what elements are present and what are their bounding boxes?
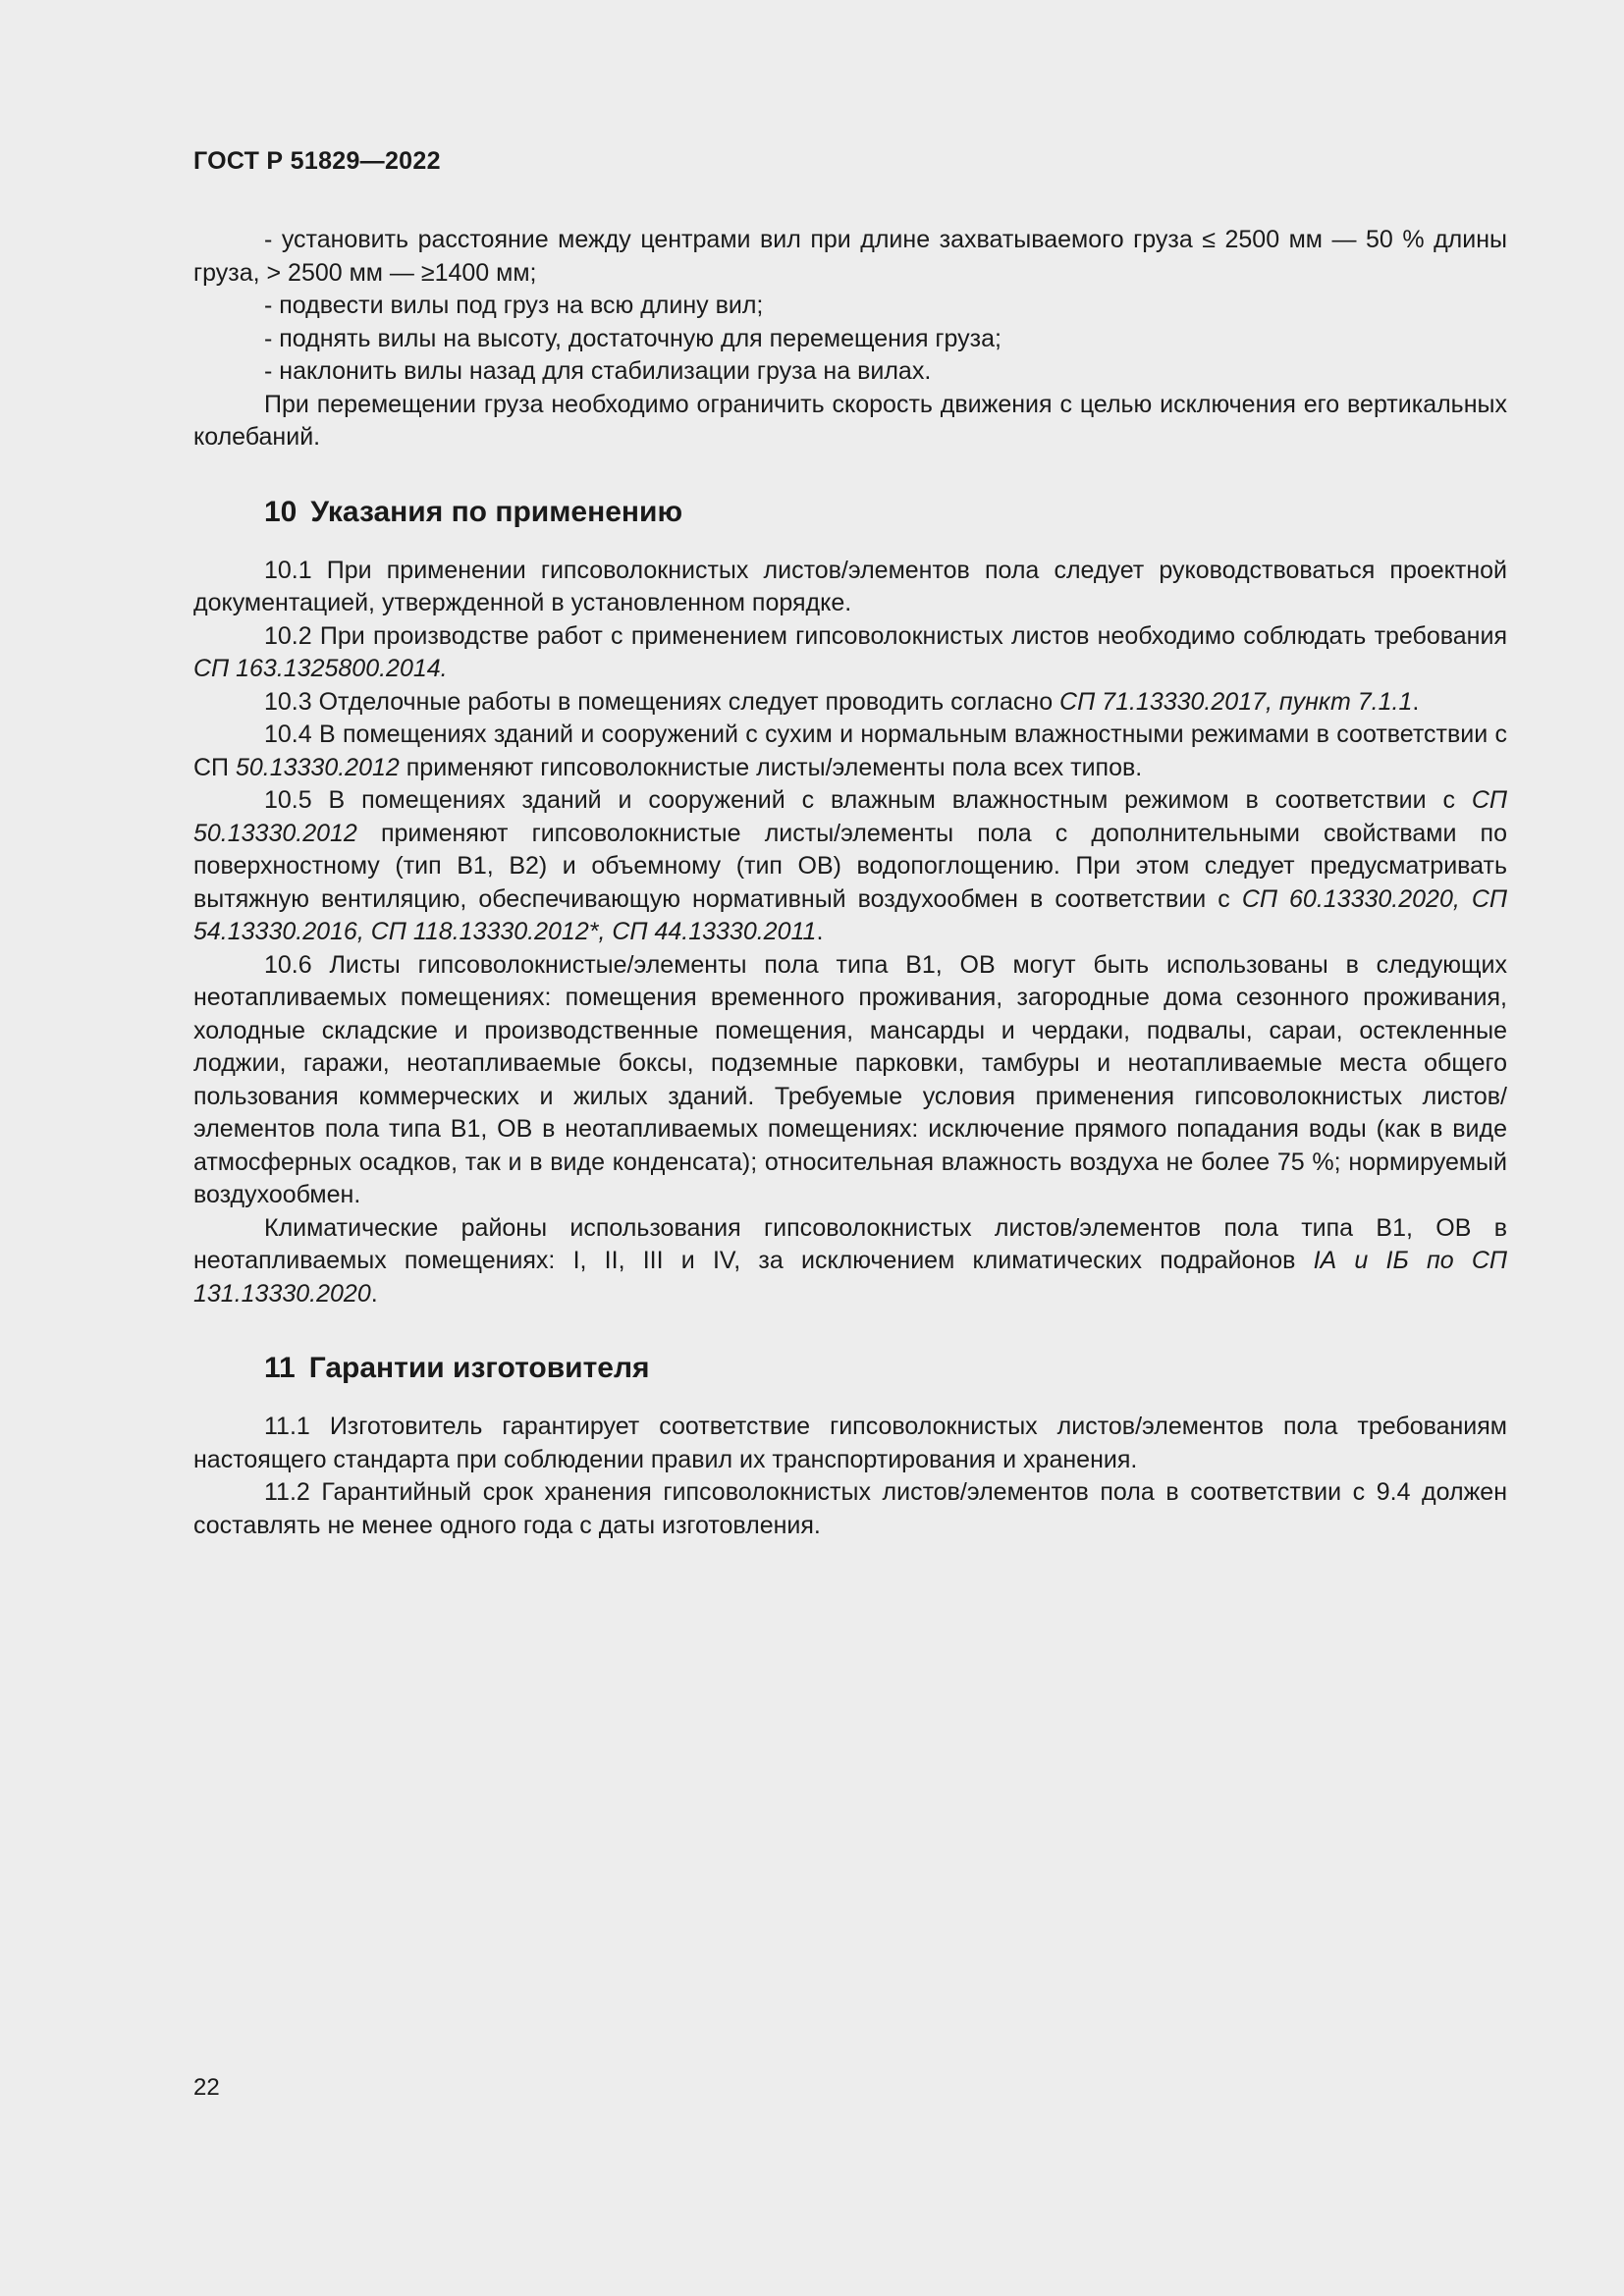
page-number: 22 xyxy=(193,2074,220,2101)
clause-10-2: 10.2 При производстве работ с применением гипсоволокнистых листов необходимо соблюдать требования СП 163.1325800.2014. xyxy=(193,621,1507,682)
bullet-item: - наклонить вилы назад для стабилизации груза на вилах. xyxy=(264,357,932,385)
section-number: 11 xyxy=(264,1352,296,1384)
section-title: Гарантии изготовителя xyxy=(308,1352,650,1384)
standard-reference: IА и IБ по СП 131.13330.2020 xyxy=(193,1247,1507,1308)
standard-reference: СП 71.13330.2017, пункт 7.1.1 xyxy=(1059,687,1413,716)
section-title: Указания по применению xyxy=(310,495,683,528)
page-content xyxy=(193,224,1507,1542)
standard-reference: СП 60.13330.2020, СП 54.13330.2016, СП 118.13330.2012*, СП 44.13330.2011 xyxy=(193,884,1507,945)
standard-reference: СП 163.1325800.2014. xyxy=(193,655,448,682)
section-number: 10 xyxy=(264,495,298,528)
clause-11-2: 11.2 Гарантийный срок хранения гипсоволокнистых листов/элементов пола в соответствии с 9.4 должен составлять не менее одного года с даты изготовления. xyxy=(193,1478,1507,1539)
document-header: ГОСТ Р 51829—2022 xyxy=(193,147,441,175)
bullet-item: - установить расстояние между центрами вил при длине захватываемого груза ≤ 2500 мм — 50 % длины груза, > 2500 мм — ≥1400 мм; xyxy=(193,226,1507,287)
standard-reference: 50.13330.2012 xyxy=(235,753,400,781)
section-11-heading xyxy=(193,1350,1507,1387)
standard-reference: СП 50.13330.2012 xyxy=(193,786,1507,847)
clause-10-3: 10.3 Отделочные работы в помещениях следует проводить согласно СП 71.13330.2017, пункт 7.1.1. xyxy=(264,687,1420,716)
clause-11-1: 11.1 Изготовитель гарантирует соответствие гипсоволокнистых листов/элементов пола требованиям настоящего стандарта при соблюдении правил их транспортирования и хранения. xyxy=(193,1413,1507,1473)
clause-10-6: 10.6 Листы гипсоволокнистые/элементы пола типа В1, ОВ могут быть использованы в следующих неотапливаемых помещениях: помещения временного проживания, загородные дома сезонного проживания, холодные складские и производственные помещения, мансарды и чердаки, подвалы, сараи, остекленные лоджии, гаражи, неотапливаемые боксы, подземные парковки, тамбуры и неотапливаемые места общего пользования коммерческих и жилых зданий. Требуемые условия применения гипсоволокнистых листов/элементов пола типа В1, ОВ в неотапливаемых помещениях: исключение прямого попадания воды (как в виде атмосферных осадков, так и в виде конденсата); относительная влажность воздуха не более 75 %; нормируемый воздухообмен. xyxy=(193,950,1507,1208)
clause-10-1: 10.1 При применении гипсоволокнистых листов/элементов пола следует руководствоваться проектной документацией, утвержденной в установленном порядке. xyxy=(193,556,1507,616)
clause-10-4: 10.4 В помещениях зданий и сооружений с сухим и нормальным влажностными режимами в соответствии с СП 50.13330.2012 применяют гипсоволокнистые листы/элементы пола всех типов. xyxy=(193,721,1507,781)
bullet-item: - подвести вилы под груз на всю длину вил; xyxy=(264,292,764,319)
paragraph-climate: Климатические районы использования гипсоволокнистых листов/элементов пола типа В1, ОВ в неотапливаемых помещениях: I, II, III и IV, за исключением климатических подрайонов IА и IБ по СП 131.13330.2020. xyxy=(193,1213,1507,1308)
section-10-heading xyxy=(193,494,1507,531)
clause-10-5: 10.5 В помещениях зданий и сооружений с влажным влажностным режимом в соответствии с СП 50.13330.2012 применяют гипсоволокнистые листы/элементы пола с дополнительными свойствами по поверхностному (тип В1, В2) и объемному (тип ОВ) водопоглощению. При этом следует предусматривать вытяжную вентиляцию, обеспечивающую нормативный воздухообмен в соответствии с СП 60.13330.2020, СП 54.13330.2016, СП 118.13330.2012*, СП 44.13330.2011. xyxy=(193,786,1507,945)
bullet-item: - поднять вилы на высоту, достаточную для перемещения груза; xyxy=(264,324,1001,352)
paragraph: При перемещении груза необходимо ограничить скорость движения с целью исключения его вертикальных колебаний. xyxy=(193,390,1507,451)
